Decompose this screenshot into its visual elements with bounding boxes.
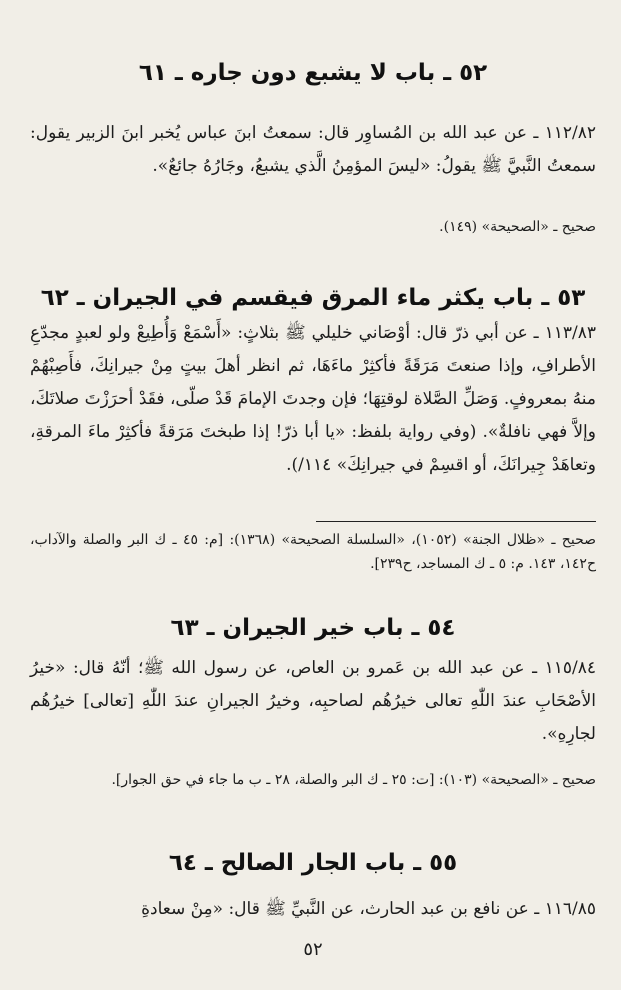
grading-note-83: صحيح ـ «ظلال الجنة» (١٠٥٢)، «السلسلة الصحيحة» (١٣٦٨): [م: ٤٥ ـ ك البر والصلة والآداب، ح١٤٢، ١٤٣. م: ٥ ـ ك المساجد، ح٢٣٩]. [30,532,596,572]
chapter-heading-53: ٥٣ ـ باب يكثر ماء المرق فيقسم في الجيران ـ ٦٢ [40,285,586,311]
grading-note-84: صحيح ـ «الصحيحة» (١٠٣): [ت: ٢٥ ـ ك البر والصلة، ٢٨ ـ ب ما جاء في حق الجوار]. [111,772,596,788]
grading-note-82: صحيح ـ «الصحيحة» (١٤٩). [439,219,596,235]
hadith-82: ١١٢/٨٢ ـ عن عبد الله بن المُساوِر قال: سمعتُ ابنَ عباس يُخبر ابنَ الزبير يقول: سمعتُ النَّبيَّ ﷺ يقولُ: «ليسَ المؤمِنُ الَّذي يشبعُ، وجَارُهُ جائعٌ». [30,123,596,176]
hadith-84: ١١٥/٨٤ ـ عن عبد الله بن عَمرو بن العاص، عن رسول الله ﷺ؛ أنّهُ قال: «خيرُ الأصْحَابِ عندَ اللّٰهِ تعالى خيرُهُم لصاحبِه، وخيرُ الجيرانِ عندَ اللّٰهِ [تعالى] خيرُهُم لجارِهِ». [30,658,596,744]
hadith-85: ١١٦/٨٥ ـ عن نافع بن عبد الحارث، عن النَّبيِّ ﷺ قال: «مِنْ سعادةِ [141,899,596,919]
hadith-83: ١١٣/٨٣ ـ عن أبي ذرّ قال: أوْصَاني خليلي ﷺ بثلاثٍ: «أَسْمَعْ وَأُطِيعْ ولو لعبدٍ مجدّعِ الأطرافِ، وإذا صنعتَ مَرَقَةً فأكثِرْ ماءَهَا، ثم انظر أهلَ بيتٍ مِنْ جيرانِكَ، فأَصِبْهُمْ منهُ بمعروفٍ. وَصَلِّ الصَّلاة لوقتِهَا؛ فإن وجدتَ الإمامَ قَدْ صلّى، فقَدْ أحرَزْتَ صلاتَكَ، وإلاَّ فهي نافلةٌ». (وفي رواية بلفظ: «يا أبا ذرّ! إذا طبختَ مَرَقةً فأكثِرْ ماءَ المرقةِ، وتعاهَدْ جِيرانَكَ، أو اقسِمْ في جيرانِكَ» ١١٤/). [30,323,596,475]
book-page [30,0,596,990]
footnote-separator [316,521,596,522]
chapter-heading-54: ٥٤ ـ باب خير الجيران ـ ٦٣ [170,615,456,641]
page-number: ٥٢ [303,939,323,960]
chapter-heading-52: ٥٢ ـ باب لا يشبع دون جاره ـ ٦١ [138,60,488,86]
chapter-heading-55: ٥٥ ـ باب الجار الصالح ـ ٦٤ [168,850,458,876]
